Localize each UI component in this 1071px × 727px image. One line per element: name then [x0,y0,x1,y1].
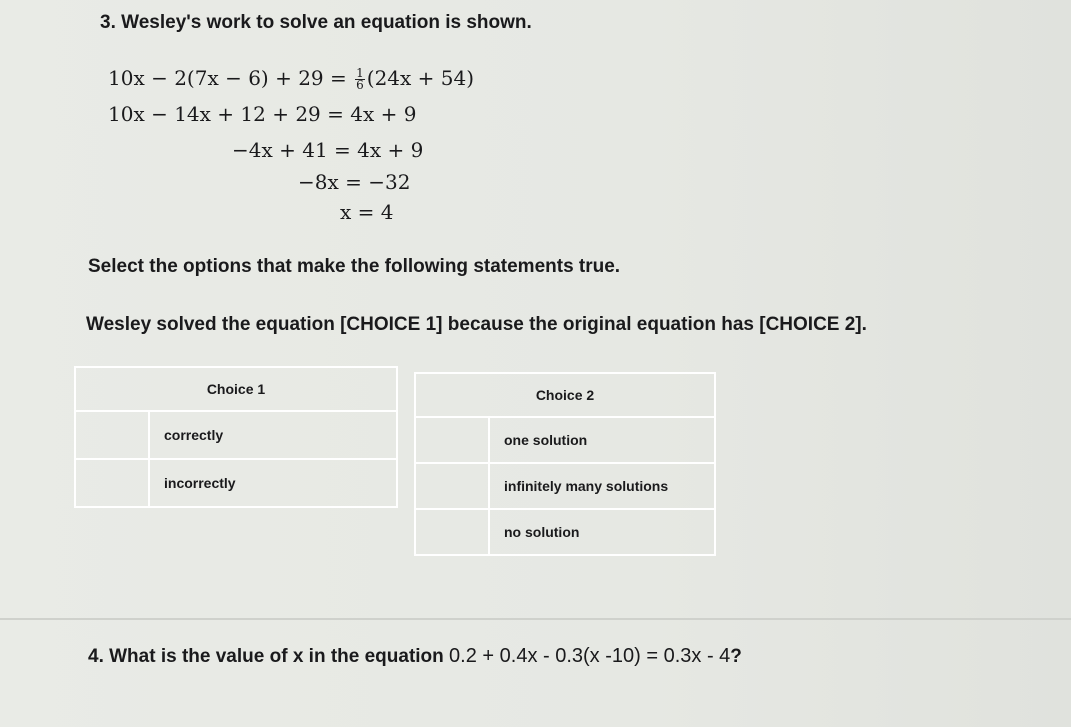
choice-1-option-label[interactable]: incorrectly [149,459,397,507]
work-line-2: 10x − 14x + 12 + 29 = 4x + 9 [108,102,417,126]
choice-1-option-correctly[interactable] [75,411,397,459]
work-line-5: x = 4 [340,200,394,224]
work-line-3: −4x + 41 = 4x + 9 [232,138,424,162]
choice-1-select-box[interactable] [75,459,149,507]
choice-2-table [414,372,716,556]
choice-2-option-infinitely-many[interactable] [415,463,715,509]
choice-2-header: Choice 2 [415,373,715,417]
statement-text: Wesley solved the equation [CHOICE 1] because the original equation has [CHOICE 2]. [86,314,867,335]
choice-2-select-box[interactable] [415,463,489,509]
choice-2-option-label[interactable]: infinitely many solutions [489,463,715,509]
section-divider [0,618,1071,620]
choice-2-option-one-solution[interactable] [415,417,715,463]
work-line-1 [108,66,474,91]
choice-1-header: Choice 1 [75,367,397,411]
question-4-equation: 0.2 + 0.4x - 0.3(x -10) = 0.3x - 4 [449,645,731,667]
choice-2-option-label[interactable]: no solution [489,509,715,555]
work-line-4: −8x = −32 [298,170,411,194]
choice-2-select-box[interactable] [415,417,489,463]
question-4-prompt: 4. What is the value of x in the equation [88,646,450,667]
choice-1-option-incorrectly[interactable] [75,459,397,507]
choice-1-table [74,366,398,508]
fraction-numerator: 1 [356,66,364,80]
fraction-one-sixth [355,68,365,91]
fraction-denominator: 6 [356,78,364,92]
instruction-text: Select the options that make the following statements true. [88,256,621,277]
choice-2-option-no-solution[interactable] [415,509,715,555]
choice-2-option-label[interactable]: one solution [489,417,715,463]
question-3-title: 3. Wesley's work to solve an equation is shown. [100,12,532,33]
work-line-1-left: 10x − 2(7x − 6) + 29 = [108,66,354,90]
choice-1-select-box[interactable] [75,411,149,459]
work-line-1-right: (24x + 54) [366,66,475,90]
choice-2-select-box[interactable] [415,509,489,555]
question-4 [88,645,742,668]
question-4-end: ? [730,646,742,667]
choice-1-option-label[interactable]: correctly [149,411,397,459]
